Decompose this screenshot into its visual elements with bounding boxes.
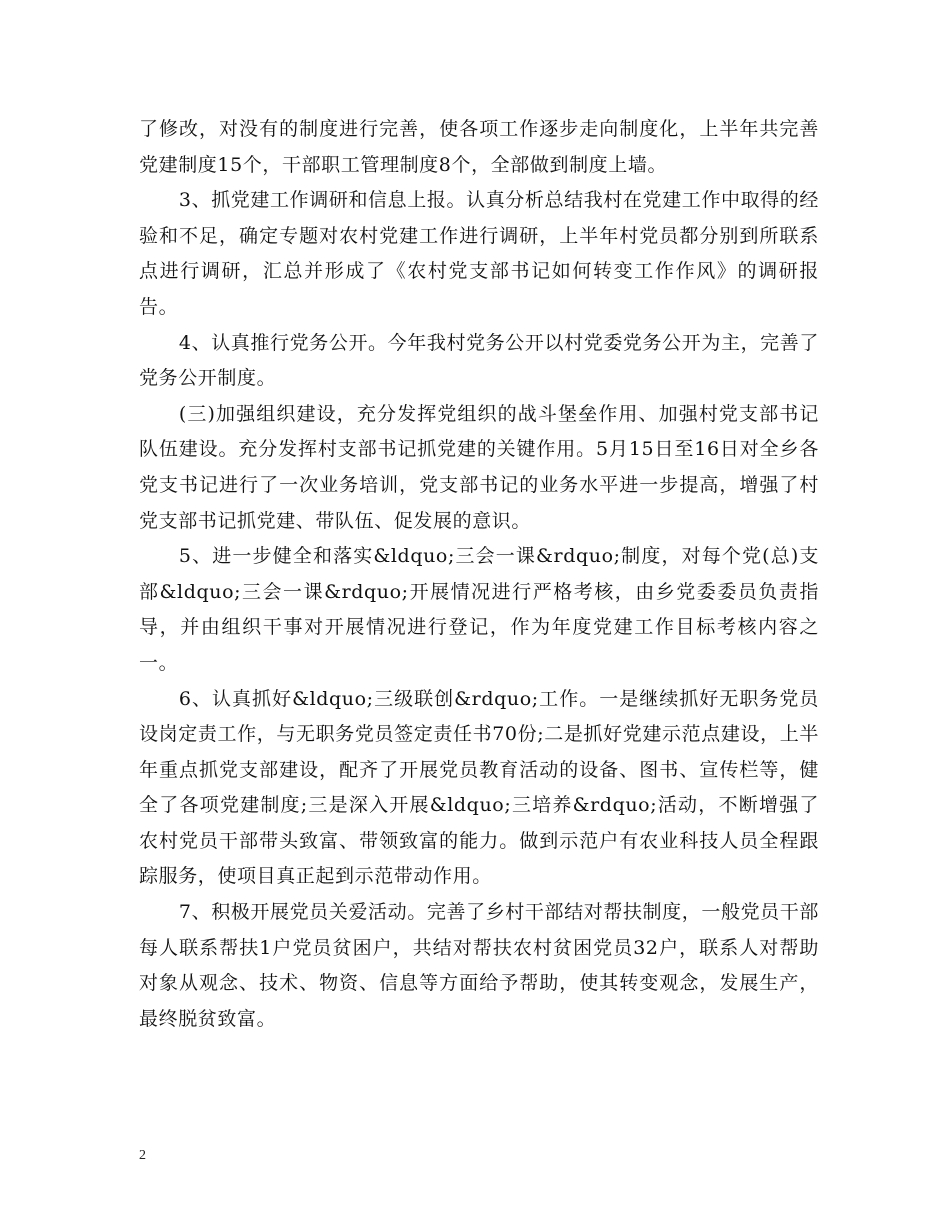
document-body <box>139 112 819 1037</box>
paragraph-1: 了修改，对没有的制度进行完善，使各项工作逐步走向制度化，上半年共完善党建制度15个，干部职工管理制度8个，全部做到制度上墙。 <box>139 118 819 176</box>
paragraph-6: 6、认真抓好&ldquo;三级联创&rdquo;工作。一是继续抓好无职务党员设岗定责工作，与无职务党员签定责任书70份;二是抓好党建示范点建设，上半年重点抓党支部建设，配齐了开展党员教育活动的设备、图书、宣传栏等，健全了各项党建制度;三是深入开展&ldquo;三培养&rdquo;活动，不断增强了农村党员干部带头致富、带领致富的能力。做到示范户有农业科技人员全程跟踪服务，使项目真正起到示范带动作用。 <box>139 687 819 888</box>
paragraph-2: 3、抓党建工作调研和信息上报。认真分析总结我村在党建工作中取得的经验和不足，确定专题对农村党建工作进行调研，上半年村党员都分别到所联系点进行调研，汇总并形成了《农村党支部书记如何转变工作作风》的调研报告。 <box>139 189 819 318</box>
page-number: 2 <box>139 1148 146 1163</box>
paragraph-7: 7、积极开展党员关爱活动。完善了乡村干部结对帮扶制度，一般党员干部每人联系帮扶1户党员贫困户，共结对帮扶农村贫困党员32户，联系人对帮助对象从观念、技术、物资、信息等方面给予帮助，使其转变观念，发展生产，最终脱贫致富。 <box>139 901 819 1030</box>
paragraph-5: 5、进一步健全和落实&ldquo;三会一课&rdquo;制度，对每个党(总)支部&ldquo;三会一课&rdquo;开展情况进行严格考核，由乡党委委员负责指导，并由组织干事对开展情况进行登记，作为年度党建工作目标考核内容之一。 <box>139 545 819 674</box>
paragraph-3: 4、认真推行党务公开。今年我村党务公开以村党委党务公开为主，完善了党务公开制度。 <box>139 331 819 390</box>
paragraph-4: (三)加强组织建设，充分发挥党组织的战斗堡垒作用、加强村党支部书记队伍建设。充分发挥村支部书记抓党建的关键作用。5月15日至16日对全乡各党支书记进行了一次业务培训，党支部书记的业务水平进一步提高，增强了村党支部书记抓党建、带队伍、促发展的意识。 <box>139 402 819 532</box>
